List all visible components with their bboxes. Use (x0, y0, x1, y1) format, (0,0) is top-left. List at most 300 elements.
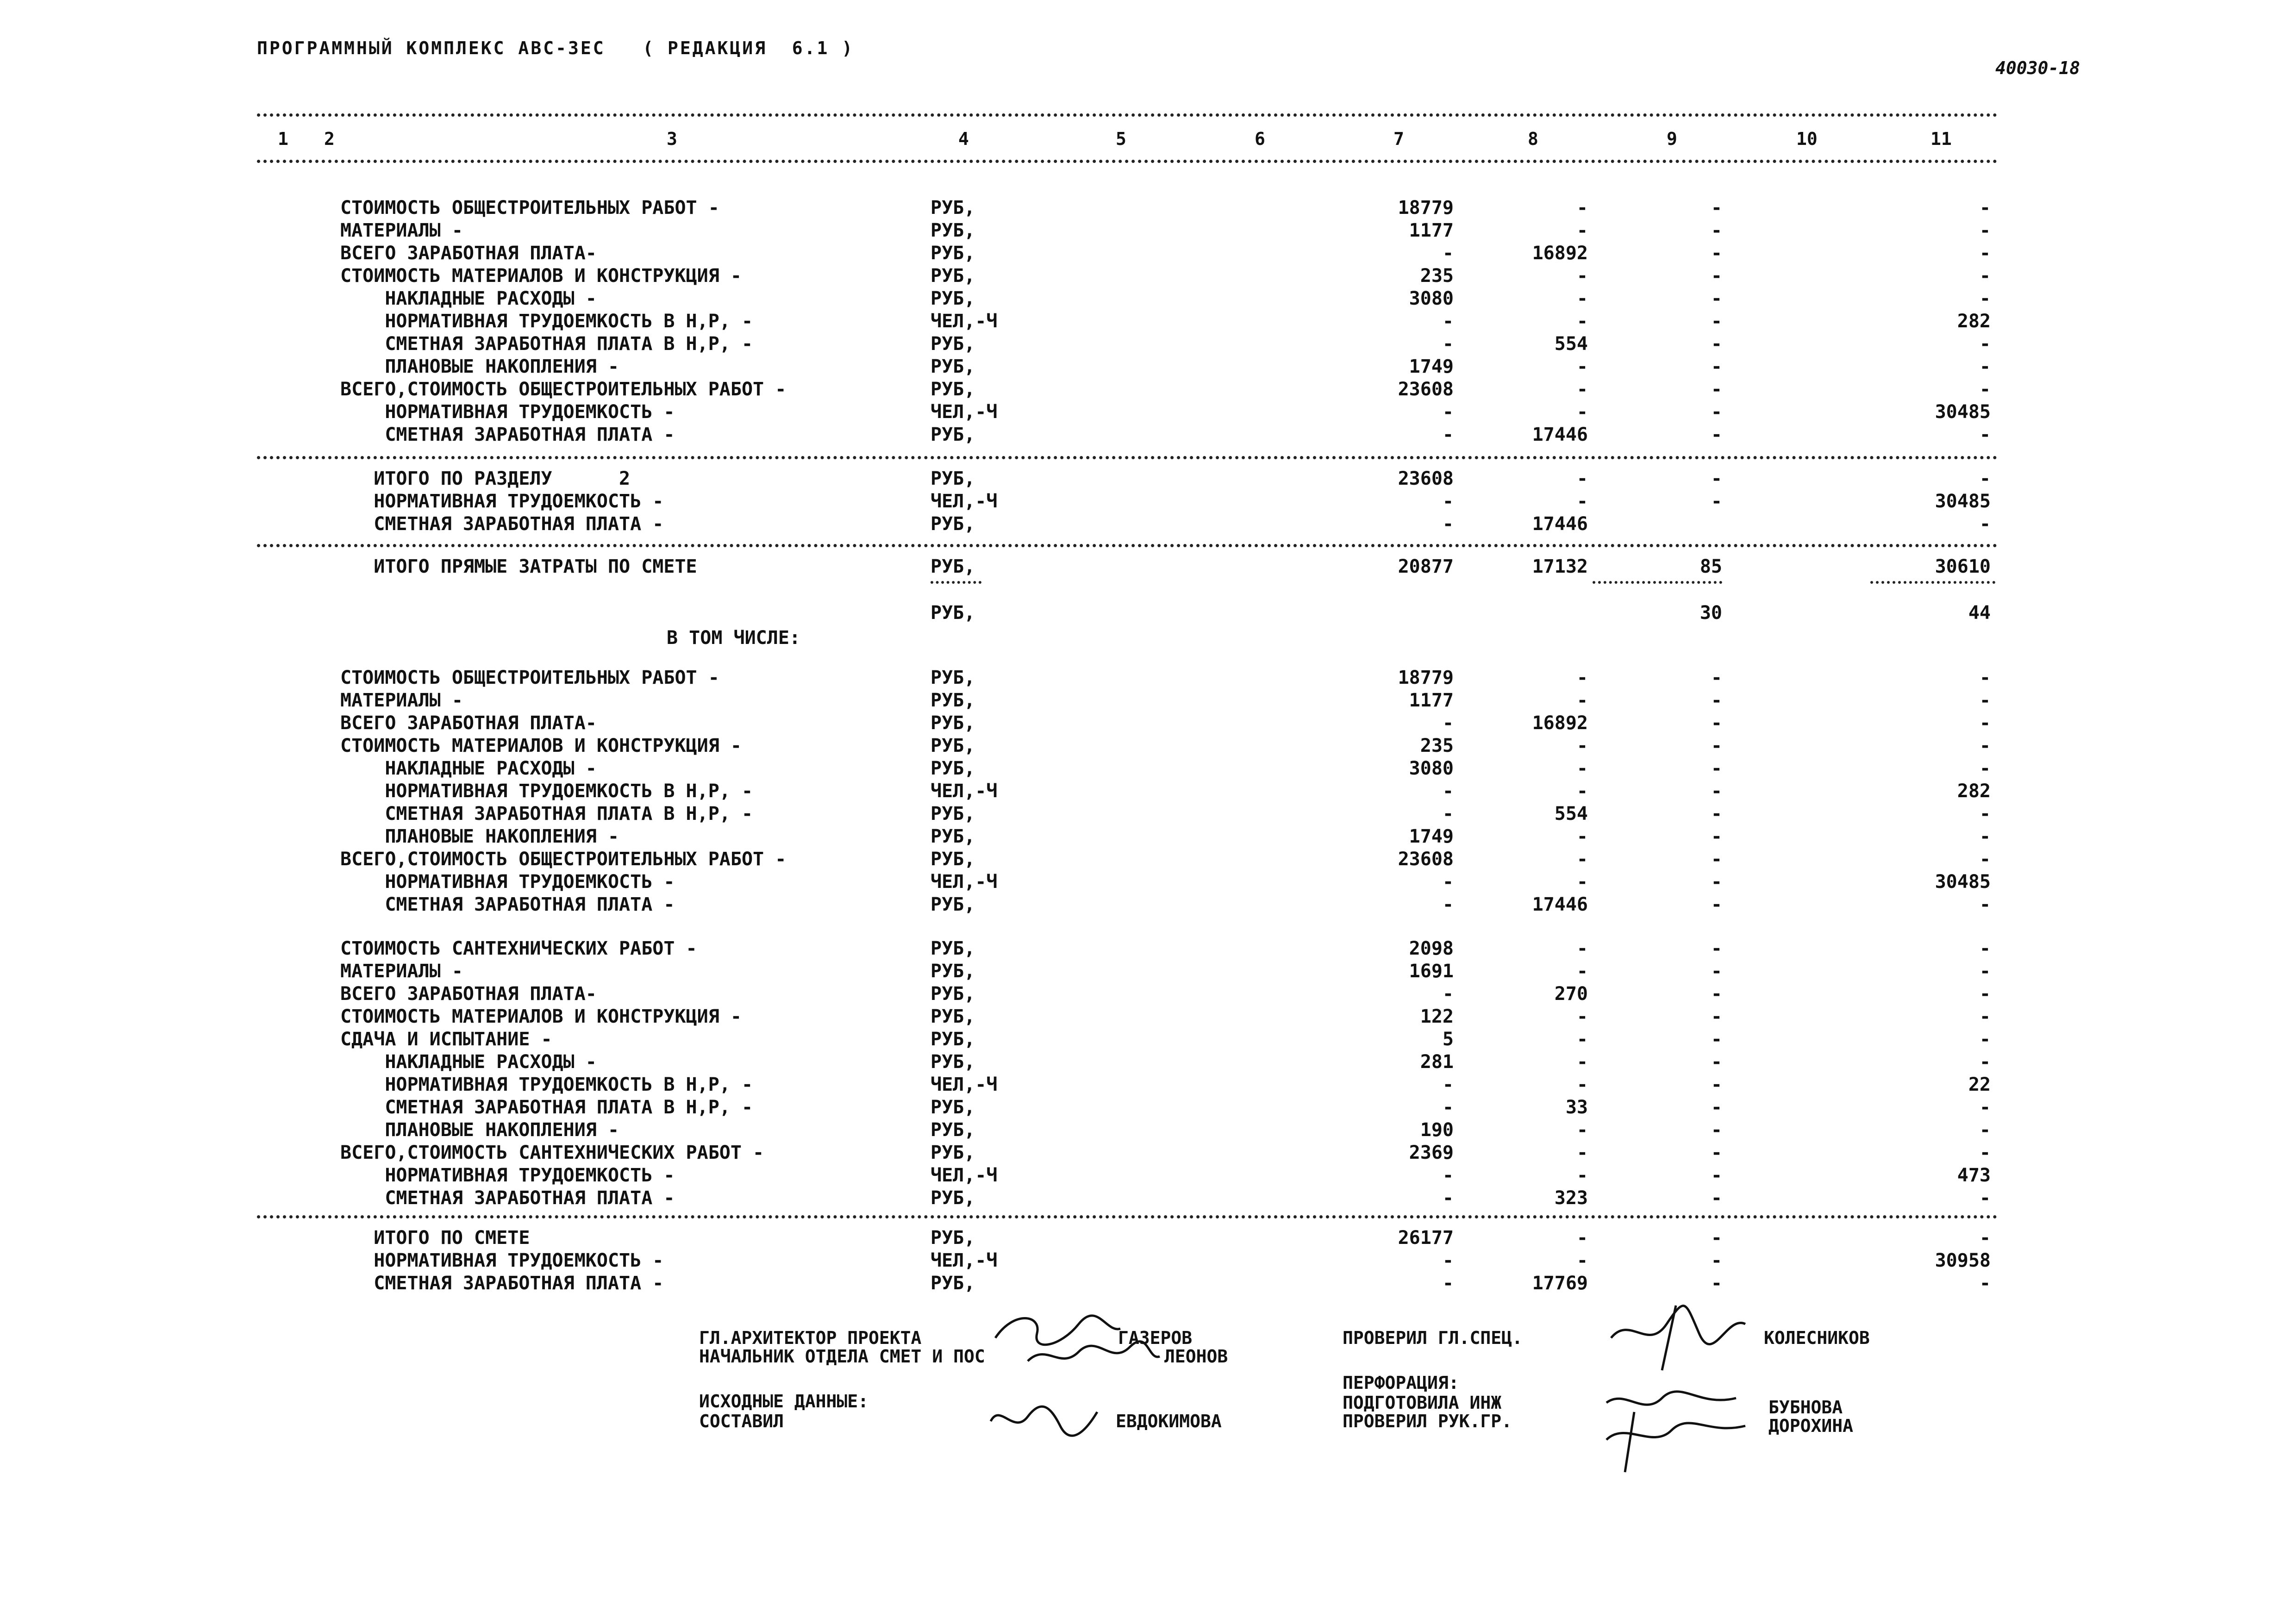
prepared-role: ПОДГОТОВИЛА ИНЖ (1343, 1393, 1502, 1413)
col9-value: 30 (1699, 602, 1722, 624)
col7-value: 1691 (1409, 961, 1454, 982)
col9-value: - (1711, 1051, 1722, 1073)
col8-value: - (1576, 781, 1588, 802)
row-label: МАТЕРИАЛЫ - (340, 961, 463, 982)
table-row (340, 468, 2000, 490)
col11-value: 30610 (1935, 556, 1991, 577)
col7-value: - (1442, 513, 1454, 535)
col9-value: - (1711, 758, 1722, 779)
table-row (340, 1119, 2000, 1141)
table-row (340, 848, 2000, 870)
row-unit: РУБ, (931, 220, 975, 241)
col11-value: - (1979, 379, 1991, 400)
row-label: ВСЕГО ЗАРАБОТНАЯ ПЛАТА- (340, 243, 597, 264)
col11-value: - (1979, 803, 1991, 824)
col9-value: - (1711, 826, 1722, 847)
table-row (340, 242, 2000, 264)
col8-value: - (1576, 690, 1588, 711)
col7-value: - (1442, 424, 1454, 445)
col9-value: - (1711, 1006, 1722, 1027)
table-row (340, 1272, 2000, 1294)
row-label: СМЕТНАЯ ЗАРАБОТНАЯ ПЛАТА - (340, 1273, 664, 1294)
column-header-1: 1 (278, 129, 288, 149)
col8-value: - (1576, 468, 1588, 489)
col8-value: 17769 (1532, 1273, 1588, 1294)
row-label: ИТОГО ПО РАЗДЕЛУ 2 (340, 468, 631, 489)
col9-value: - (1711, 243, 1722, 264)
chief-architect-name: ГАЗЕРОВ (1118, 1328, 1193, 1348)
col7-value: - (1442, 333, 1454, 355)
row-unit: РУБ, (931, 1051, 975, 1073)
col9-value: - (1711, 424, 1722, 445)
table-row (340, 356, 2000, 378)
col11-value: 22 (1968, 1074, 1991, 1095)
signature-leonov (1023, 1338, 1162, 1375)
col9-value: - (1711, 1273, 1722, 1294)
row-label: НАКЛАДНЫЕ РАСХОДЫ - (340, 288, 597, 309)
row-label: СТОИМОСТЬ МАТЕРИАЛОВ И КОНСТРУКЦИЯ - (340, 1006, 742, 1027)
col7-value: 1177 (1409, 690, 1454, 711)
row-unit: ЧЕЛ,-Ч (931, 1074, 998, 1095)
row-label: СМЕТНАЯ ЗАРАБОТНАЯ ПЛАТА - (340, 513, 664, 535)
col8-value: - (1576, 1006, 1588, 1027)
col8-value: - (1576, 1250, 1588, 1271)
row-unit: РУБ, (931, 961, 975, 982)
row-label: ПЛАНОВЫЕ НАКОПЛЕНИЯ - (340, 1119, 619, 1141)
col7-value: 190 (1420, 1119, 1454, 1141)
col11-value: - (1979, 220, 1991, 241)
col9-value: - (1711, 803, 1722, 824)
signature-kolesnikov (1606, 1296, 1764, 1375)
compiled-name: ЕВДОКИМОВА (1116, 1411, 1222, 1431)
divider (257, 113, 1998, 117)
row-unit: ЧЕЛ,-Ч (931, 1250, 998, 1271)
row-unit: ЧЕЛ,-Ч (931, 401, 998, 423)
table-row (340, 712, 2000, 734)
row-label: НОРМАТИВНАЯ ТРУДОЕМКОСТЬ - (340, 871, 675, 893)
col9-value: - (1711, 1187, 1722, 1209)
row-unit: РУБ, (931, 938, 975, 959)
col8-value: - (1576, 288, 1588, 309)
col7-value: 23608 (1398, 379, 1454, 400)
col11-value: - (1979, 735, 1991, 756)
row-label: ИТОГО ПО СМЕТЕ (340, 1227, 530, 1249)
row-unit: РУБ, (931, 758, 975, 779)
table-row (340, 1227, 2000, 1249)
table-row (340, 490, 2000, 512)
col11-value: - (1979, 197, 1991, 219)
row-label: СМЕТНАЯ ЗАРАБОТНАЯ ПЛАТА - (340, 424, 675, 445)
col11-value: - (1979, 468, 1991, 489)
row-label: НОРМАТИВНАЯ ТРУДОЕМКОСТЬ - (340, 1165, 675, 1186)
col8-value: - (1576, 758, 1588, 779)
col11-value: - (1979, 1273, 1991, 1294)
col11-value: - (1979, 894, 1991, 915)
col9-value: - (1711, 311, 1722, 332)
compiled-role: СОСТАВИЛ (699, 1411, 784, 1431)
row-unit: РУБ, (931, 1119, 975, 1141)
col11-value: - (1979, 1006, 1991, 1027)
col7-value: 3080 (1409, 758, 1454, 779)
col8-value: 17446 (1532, 424, 1588, 445)
col8-value: - (1576, 1074, 1588, 1095)
section-label: В ТОМ ЧИСЛЕ: (667, 627, 800, 649)
table-row (340, 689, 2000, 712)
sub-divider (1593, 581, 1722, 584)
col8-value: - (1576, 849, 1588, 870)
table-row (340, 1164, 2000, 1187)
row-label: СМЕТНАЯ ЗАРАБОТНАЯ ПЛАТА - (340, 894, 675, 915)
col11-value: - (1979, 938, 1991, 959)
row-unit: РУБ, (931, 712, 975, 734)
col9-value: - (1711, 712, 1722, 734)
checked-group-role: ПРОВЕРИЛ РУК.ГР. (1343, 1411, 1512, 1431)
row-unit: РУБ, (931, 1097, 975, 1118)
col7-value: 2098 (1409, 938, 1454, 959)
col8-value: - (1576, 379, 1588, 400)
table-row (340, 1028, 2000, 1050)
row-label: СДАЧА И ИСПЫТАНИЕ - (340, 1029, 552, 1050)
table-row (340, 667, 2000, 689)
col8-value: - (1576, 197, 1588, 219)
table-row (340, 1074, 2000, 1096)
column-header-7: 7 (1393, 129, 1404, 149)
row-unit: РУБ, (931, 379, 975, 400)
row-unit: РУБ, (931, 690, 975, 711)
row-label: ВСЕГО,СТОИМОСТЬ ОБЩЕСТРОИТЕЛЬНЫХ РАБОТ - (340, 849, 787, 870)
row-unit: РУБ, (931, 1029, 975, 1050)
row-label: НОРМАТИВНАЯ ТРУДОЕМКОСТЬ В Н,Р, - (340, 311, 753, 332)
checked-group-name: ДОРОХИНА (1768, 1416, 1854, 1436)
row-label: ИТОГО ПРЯМЫЕ ЗАТРАТЫ ПО СМЕТЕ (340, 556, 697, 577)
col9-value: - (1711, 468, 1722, 489)
col7-value: 235 (1420, 735, 1454, 756)
col8-value: - (1576, 961, 1588, 982)
col11-value: - (1979, 513, 1991, 535)
row-unit: РУБ, (931, 602, 975, 624)
col11-value: - (1979, 690, 1991, 711)
row-unit: РУБ, (931, 1006, 975, 1027)
col9-value: - (1711, 1119, 1722, 1141)
col11-value: - (1979, 1029, 1991, 1050)
col11-value: - (1979, 424, 1991, 445)
col7-value: 23608 (1398, 468, 1454, 489)
table-row (340, 893, 2000, 916)
col9-value: - (1711, 1097, 1722, 1118)
row-label: НАКЛАДНЫЕ РАСХОДЫ - (340, 1051, 597, 1073)
row-unit: РУБ, (931, 735, 975, 756)
col7-value: 20877 (1398, 556, 1454, 577)
table-row (340, 378, 2000, 400)
column-header-8: 8 (1528, 129, 1538, 149)
sub-divider (1870, 581, 1995, 584)
col11-value: - (1979, 288, 1991, 309)
col11-value: - (1979, 1097, 1991, 1118)
document-header: ПРОГРАММНЫЙ КОМПЛЕКС АВС-ЗЕС ( РЕДАКЦИЯ 6.1 ) (257, 38, 855, 58)
col9-value: - (1711, 333, 1722, 355)
divider (257, 160, 1998, 163)
col8-value: - (1576, 1051, 1588, 1073)
col8-value: - (1576, 311, 1588, 332)
col11-value: - (1979, 961, 1991, 982)
table-row (340, 513, 2000, 535)
table-row (340, 556, 2000, 578)
col8-value: - (1576, 735, 1588, 756)
col7-value: 1749 (1409, 826, 1454, 847)
col8-value: - (1576, 1119, 1588, 1141)
col7-value: 2369 (1409, 1142, 1454, 1163)
col11-value: - (1979, 1142, 1991, 1163)
col8-value: 17446 (1532, 894, 1588, 915)
col8-value: 17132 (1532, 556, 1588, 577)
table-row (340, 757, 2000, 780)
col11-value: 473 (1957, 1165, 1991, 1186)
col7-value: - (1442, 1097, 1454, 1118)
source-data-label: ИСХОДНЫЕ ДАННЫЕ: (699, 1391, 869, 1412)
col8-value: 33 (1565, 1097, 1588, 1118)
col7-value: - (1442, 983, 1454, 1005)
col11-value: - (1979, 1227, 1991, 1249)
col8-value: - (1576, 220, 1588, 241)
col8-value: - (1576, 1165, 1588, 1186)
table-row (340, 1249, 2000, 1272)
col7-value: - (1442, 894, 1454, 915)
row-unit: РУБ, (931, 1142, 975, 1163)
col11-value: 30958 (1935, 1250, 1991, 1271)
col9-value: - (1711, 197, 1722, 219)
row-label: СТОИМОСТЬ МАТЕРИАЛОВ И КОНСТРУКЦИЯ - (340, 265, 742, 287)
table-row (340, 825, 2000, 848)
col7-value: - (1442, 803, 1454, 824)
row-label: ПЛАНОВЫЕ НАКОПЛЕНИЯ - (340, 356, 619, 377)
col9-value: - (1711, 401, 1722, 423)
row-unit: РУБ, (931, 424, 975, 445)
document-code: 40030-18 (1995, 58, 2081, 78)
col8-value: - (1576, 1227, 1588, 1249)
col8-value: 554 (1554, 333, 1588, 355)
row-unit: РУБ, (931, 556, 975, 577)
row-unit: РУБ, (931, 513, 975, 535)
table-row (340, 287, 2000, 310)
col9-value: - (1711, 379, 1722, 400)
col7-value: - (1442, 1074, 1454, 1095)
col7-value: - (1442, 491, 1454, 512)
table-row (340, 1096, 2000, 1118)
col7-value: - (1442, 1187, 1454, 1209)
table-row (340, 310, 2000, 332)
col7-value: - (1442, 781, 1454, 802)
col8-value: 16892 (1532, 712, 1588, 734)
col7-value: - (1442, 243, 1454, 264)
col11-value: - (1979, 1051, 1991, 1073)
row-unit: ЧЕЛ,-Ч (931, 311, 998, 332)
col8-value: - (1576, 1029, 1588, 1050)
row-unit: РУБ, (931, 333, 975, 355)
col11-value: 30485 (1935, 871, 1991, 893)
col9-value: - (1711, 220, 1722, 241)
row-label: ВСЕГО,СТОИМОСТЬ ОБЩЕСТРОИТЕЛЬНЫХ РАБОТ - (340, 379, 787, 400)
table-row (340, 602, 2000, 624)
col11-value: 30485 (1935, 401, 1991, 423)
col9-value: - (1711, 667, 1722, 688)
table-row (340, 960, 2000, 982)
row-label: ВСЕГО ЗАРАБОТНАЯ ПЛАТА- (340, 983, 597, 1005)
col7-value: - (1442, 1273, 1454, 1294)
col8-value: - (1576, 1142, 1588, 1163)
table-row (340, 1051, 2000, 1073)
col11-value: - (1979, 667, 1991, 688)
col7-value: 5 (1442, 1029, 1454, 1050)
table-row (340, 265, 2000, 287)
col11-value: - (1979, 758, 1991, 779)
col7-value: 18779 (1398, 197, 1454, 219)
row-label: МАТЕРИАЛЫ - (340, 690, 463, 711)
col8-value: - (1576, 265, 1588, 287)
row-unit: РУБ, (931, 197, 975, 219)
column-header-11: 11 (1931, 129, 1952, 149)
row-unit: РУБ, (931, 849, 975, 870)
row-unit: РУБ, (931, 983, 975, 1005)
col11-value: 30485 (1935, 491, 1991, 512)
dept-head-name: ЛЕОНОВ (1164, 1346, 1228, 1367)
col7-value: 122 (1420, 1006, 1454, 1027)
column-header-4: 4 (958, 129, 969, 149)
col8-value: 16892 (1532, 243, 1588, 264)
row-unit: РУБ, (931, 803, 975, 824)
table-row (340, 871, 2000, 893)
col8-value: 270 (1554, 983, 1588, 1005)
col11-value: - (1979, 333, 1991, 355)
col9-value: - (1711, 356, 1722, 377)
col8-value: 554 (1554, 803, 1588, 824)
col11-value: - (1979, 849, 1991, 870)
col9-value: - (1711, 871, 1722, 893)
row-unit: ЧЕЛ,-Ч (931, 1165, 998, 1186)
perforation-label: ПЕРФОРАЦИЯ: (1343, 1373, 1459, 1393)
row-unit: РУБ, (931, 1227, 975, 1249)
row-label: НОРМАТИВНАЯ ТРУДОЕМКОСТЬ В Н,Р, - (340, 1074, 753, 1095)
row-unit: РУБ, (931, 826, 975, 847)
col8-value: 17446 (1532, 513, 1588, 535)
checked-name: КОЛЕСНИКОВ (1764, 1328, 1870, 1348)
row-label: СТОИМОСТЬ ОБЩЕСТРОИТЕЛЬНЫХ РАБОТ - (340, 667, 719, 688)
col8-value: - (1576, 401, 1588, 423)
table-row (340, 983, 2000, 1005)
col9-value: - (1711, 1165, 1722, 1186)
row-unit: ЧЕЛ,-Ч (931, 871, 998, 893)
col9-value: - (1711, 983, 1722, 1005)
col8-value: - (1576, 667, 1588, 688)
col9-value: - (1711, 849, 1722, 870)
col11-value: - (1979, 983, 1991, 1005)
table-row (340, 803, 2000, 825)
divider (257, 1215, 1998, 1218)
table-row (340, 401, 2000, 423)
row-label: НОРМАТИВНАЯ ТРУДОЕМКОСТЬ - (340, 491, 664, 512)
col11-value: 282 (1957, 781, 1991, 802)
row-label: СТОИМОСТЬ ОБЩЕСТРОИТЕЛЬНЫХ РАБОТ - (340, 197, 719, 219)
row-unit: РУБ, (931, 894, 975, 915)
col7-value: - (1442, 311, 1454, 332)
row-label: НОРМАТИВНАЯ ТРУДОЕМКОСТЬ - (340, 401, 675, 423)
col8-value: - (1576, 871, 1588, 893)
sub-divider (931, 581, 981, 584)
col7-value: - (1442, 712, 1454, 734)
table-row (340, 780, 2000, 802)
col9-value: - (1711, 894, 1722, 915)
col9-value: - (1711, 288, 1722, 309)
row-label: НАКЛАДНЫЕ РАСХОДЫ - (340, 758, 597, 779)
col11-value: - (1979, 356, 1991, 377)
table-row (340, 1187, 2000, 1209)
col8-value: - (1576, 938, 1588, 959)
row-label: СМЕТНАЯ ЗАРАБОТНАЯ ПЛАТА В Н,Р, - (340, 1097, 753, 1118)
col9-value: - (1711, 735, 1722, 756)
row-label: ВСЕГО,СТОИМОСТЬ САНТЕХНИЧЕСКИХ РАБОТ - (340, 1142, 764, 1163)
divider (257, 456, 1998, 459)
col7-value: - (1442, 1250, 1454, 1271)
col11-value: 282 (1957, 311, 1991, 332)
row-label: СМЕТНАЯ ЗАРАБОТНАЯ ПЛАТА В Н,Р, - (340, 333, 753, 355)
signature-evdokimova (981, 1393, 1102, 1444)
row-unit: РУБ, (931, 356, 975, 377)
col7-value: - (1442, 871, 1454, 893)
row-label: СТОИМОСТЬ САНТЕХНИЧЕСКИХ РАБОТ - (340, 938, 697, 959)
col9-value: - (1711, 781, 1722, 802)
col9-value: 85 (1699, 556, 1722, 577)
column-header-5: 5 (1116, 129, 1126, 149)
column-header-9: 9 (1667, 129, 1677, 149)
row-label: МАТЕРИАЛЫ - (340, 220, 463, 241)
col11-value: - (1979, 243, 1991, 264)
column-header-3: 3 (667, 129, 677, 149)
col11-value: - (1979, 265, 1991, 287)
col9-value: - (1711, 1074, 1722, 1095)
col7-value: 1749 (1409, 356, 1454, 377)
row-unit: ЧЕЛ,-Ч (931, 491, 998, 512)
col7-value: 3080 (1409, 288, 1454, 309)
col9-value: - (1711, 1250, 1722, 1271)
col7-value: 235 (1420, 265, 1454, 287)
col9-value: - (1711, 961, 1722, 982)
row-unit: РУБ, (931, 1187, 975, 1209)
row-label: НОРМАТИВНАЯ ТРУДОЕМКОСТЬ В Н,Р, - (340, 781, 753, 802)
table-row (340, 333, 2000, 355)
col8-value: - (1576, 826, 1588, 847)
col9-value: - (1711, 938, 1722, 959)
row-label: ПЛАНОВЫЕ НАКОПЛЕНИЯ - (340, 826, 619, 847)
table-row (340, 219, 2000, 242)
col8-value: - (1576, 356, 1588, 377)
row-label: СТОИМОСТЬ МАТЕРИАЛОВ И КОНСТРУКЦИЯ - (340, 735, 742, 756)
col11-value: - (1979, 1187, 1991, 1209)
divider (257, 544, 1998, 547)
col7-value: 1177 (1409, 220, 1454, 241)
table-row (340, 1006, 2000, 1028)
prepared-name: БУБНОВА (1768, 1397, 1843, 1418)
col8-value: - (1576, 491, 1588, 512)
table-row (340, 937, 2000, 960)
table-row (340, 735, 2000, 757)
dept-head-role: НАЧАЛЬНИК ОТДЕЛА СМЕТ И ПОС (699, 1346, 985, 1367)
table-row (340, 424, 2000, 446)
row-label: НОРМАТИВНАЯ ТРУДОЕМКОСТЬ - (340, 1250, 664, 1271)
row-unit: ЧЕЛ,-Ч (931, 781, 998, 802)
col7-value: 26177 (1398, 1227, 1454, 1249)
col9-value: - (1711, 1227, 1722, 1249)
col9-value: - (1711, 491, 1722, 512)
signature-bubnova-dorokhina (1597, 1384, 1764, 1477)
